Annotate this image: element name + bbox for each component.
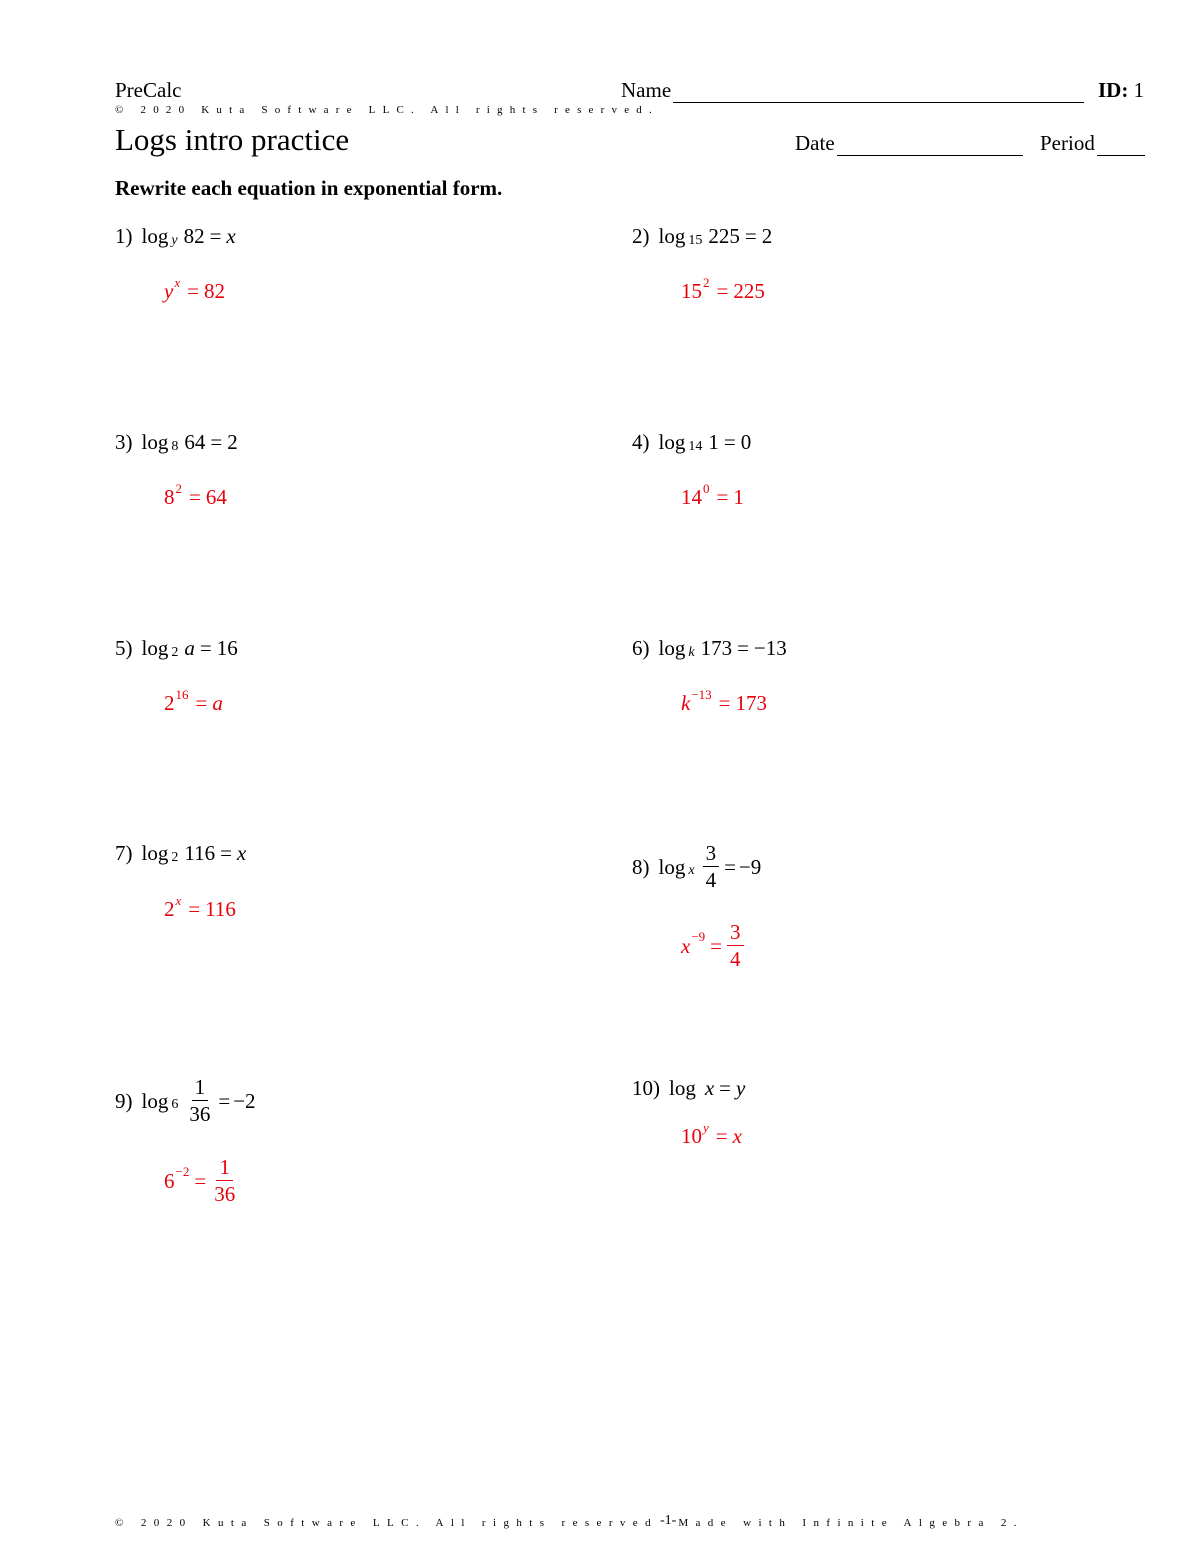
right-hand-side: 2	[761, 224, 773, 248]
equals-sign: =	[209, 224, 222, 248]
equals-sign: =	[199, 636, 212, 660]
answer-8	[681, 922, 746, 970]
answer-rhs-fraction	[727, 922, 744, 970]
answer-7	[164, 892, 236, 922]
page-footer	[115, 1515, 1024, 1531]
answer-base: 2	[164, 897, 175, 921]
log-operator: log	[141, 1088, 169, 1113]
page-title: Logs intro practice	[115, 122, 350, 157]
log-base: 6	[171, 1097, 179, 1112]
answer-base: 8	[164, 485, 175, 509]
log-operator: log	[141, 430, 169, 454]
log-operator: log	[658, 636, 686, 660]
answer-base: k	[681, 691, 691, 715]
answer-5	[164, 686, 223, 716]
log-argument: 64	[184, 430, 206, 454]
instructions: Rewrite each equation in exponential form.	[115, 176, 503, 200]
answer-base: 10	[681, 1124, 702, 1148]
right-hand-side: −9	[738, 854, 762, 879]
date-blank-line[interactable]	[837, 133, 1023, 156]
log-argument: 82	[183, 224, 205, 248]
log-operator: log	[669, 1076, 696, 1100]
problem-6	[632, 636, 787, 661]
right-hand-side: x	[226, 224, 236, 248]
answer-base: 2	[164, 691, 175, 715]
log-argument-fraction	[703, 843, 720, 891]
period-field[interactable]	[1040, 131, 1145, 156]
answer-base: y	[164, 279, 174, 303]
answer-exponent: 16	[175, 686, 189, 702]
log-operator: log	[141, 841, 169, 865]
equals-sign: =	[716, 279, 729, 303]
log-argument-fraction	[186, 1077, 213, 1125]
equals-sign: =	[218, 1088, 231, 1113]
equals-sign: =	[189, 485, 201, 509]
name-label: Name	[621, 78, 672, 102]
period-blank-line[interactable]	[1097, 133, 1145, 156]
problem-number: 9)	[115, 1088, 133, 1113]
problem-number: 2)	[632, 224, 650, 248]
answer-rhs: x	[732, 1124, 742, 1148]
log-operator: log	[658, 224, 686, 248]
date-field[interactable]	[795, 131, 1023, 156]
answer-3	[164, 480, 227, 510]
problem-1	[115, 224, 236, 249]
right-hand-side: −2	[233, 1088, 256, 1113]
id-value: 1	[1133, 78, 1145, 102]
fraction-numerator: 3	[703, 843, 720, 867]
answer-exponent: 2	[703, 274, 710, 290]
course-name: PreCalc	[115, 78, 182, 102]
equals-sign: =	[194, 1168, 207, 1193]
name-field[interactable]	[621, 78, 1084, 103]
answer-exponent: y	[703, 1119, 709, 1135]
log-argument: 225	[708, 224, 740, 248]
answer-rhs-fraction	[211, 1157, 238, 1205]
copyright-top: © 2020 Kuta Software LLC. All rights reserved.	[115, 104, 659, 116]
equals-sign: =	[187, 279, 199, 303]
log-argument: 116	[184, 841, 216, 865]
answer-base: 14	[681, 485, 702, 509]
answer-exponent: x	[175, 892, 182, 908]
equals-sign: =	[715, 1124, 728, 1148]
answer-exponent: 2	[175, 480, 182, 496]
equals-sign: =	[744, 224, 757, 248]
log-argument: x	[704, 1076, 715, 1100]
problem-number: 7)	[115, 841, 133, 865]
problem-number: 8)	[632, 854, 650, 879]
problem-10	[632, 1076, 745, 1101]
fraction-denominator: 36	[189, 1102, 211, 1126]
name-blank-line[interactable]	[673, 80, 1084, 103]
log-argument: a	[184, 636, 195, 660]
log-base: 15	[688, 232, 703, 248]
log-base: k	[688, 644, 695, 660]
equals-sign: =	[723, 430, 736, 454]
answer-4	[681, 480, 744, 510]
answer-base: 15	[681, 279, 702, 303]
log-base: y	[171, 232, 178, 248]
right-hand-side: 0	[740, 430, 752, 454]
answer-rhs: 116	[205, 897, 236, 921]
equals-sign: =	[710, 933, 723, 958]
answer-rhs: 173	[735, 691, 768, 715]
answer-rhs: a	[212, 691, 223, 715]
answer-rhs: 1	[733, 485, 744, 509]
problem-number: 3)	[115, 430, 133, 454]
fraction-denominator: 4	[705, 868, 717, 892]
answer-exponent: 0	[703, 480, 710, 496]
log-operator: log	[658, 854, 686, 879]
answer-exponent: −9	[691, 929, 706, 944]
log-argument: 173	[700, 636, 733, 660]
equals-sign: =	[188, 897, 201, 921]
problem-8	[632, 843, 761, 891]
equals-sign: =	[724, 854, 736, 879]
log-operator: log	[141, 224, 169, 248]
log-base: 8	[171, 438, 179, 454]
equals-sign: =	[716, 485, 729, 509]
answer-9	[164, 1157, 240, 1205]
log-base: x	[688, 863, 695, 878]
period-label: Period	[1040, 131, 1095, 155]
fraction-numerator: 1	[216, 1157, 233, 1181]
page-number: -1-	[659, 1513, 677, 1528]
log-argument: 1	[708, 430, 719, 454]
equals-sign: =	[195, 691, 208, 715]
log-operator: log	[658, 430, 686, 454]
log-base: 14	[688, 438, 703, 454]
answer-exponent: x	[174, 274, 181, 290]
fraction-denominator: 36	[214, 1182, 236, 1206]
fraction-numerator: 3	[727, 922, 744, 946]
problem-number: 6)	[632, 636, 650, 660]
problem-number: 5)	[115, 636, 133, 660]
answer-2	[681, 274, 765, 304]
problem-number: 4)	[632, 430, 650, 454]
id-label: ID:	[1098, 78, 1129, 102]
answer-base: x	[681, 933, 691, 958]
answer-exponent: −2	[175, 1164, 190, 1179]
log-operator: log	[141, 636, 169, 660]
right-hand-side: 2	[227, 430, 238, 454]
equals-sign: =	[737, 636, 749, 660]
id-field	[1098, 78, 1144, 103]
problem-number: 1)	[115, 224, 133, 248]
right-hand-side: −13	[753, 636, 787, 660]
right-hand-side: 16	[216, 636, 238, 660]
problem-5	[115, 636, 238, 661]
problem-2	[632, 224, 772, 249]
equals-sign: =	[719, 1076, 732, 1100]
answer-rhs: 64	[205, 485, 227, 509]
right-hand-side: y	[736, 1076, 746, 1100]
footer-copyright: © 2020 Kuta Software LLC. All rights reserved	[115, 1517, 658, 1529]
problem-3	[115, 430, 238, 455]
log-base: 2	[171, 849, 179, 865]
log-base: 2	[171, 644, 179, 660]
problem-9	[115, 1077, 256, 1125]
answer-10	[681, 1119, 742, 1149]
answer-exponent: −13	[691, 686, 712, 702]
problem-7	[115, 841, 246, 866]
equals-sign: =	[210, 430, 223, 454]
answer-rhs: 82	[203, 279, 225, 303]
date-label: Date	[795, 131, 835, 155]
right-hand-side: x	[236, 841, 247, 865]
answer-rhs: 225	[733, 279, 765, 303]
equals-sign: =	[220, 841, 232, 865]
fraction-denominator: 4	[730, 947, 741, 971]
fraction-numerator: 1	[192, 1077, 209, 1101]
footer-credit: Made with Infinite Algebra 2.	[678, 1517, 1024, 1529]
problem-4	[632, 430, 751, 455]
equals-sign: =	[718, 691, 731, 715]
answer-6	[681, 686, 768, 716]
problem-number: 10)	[632, 1076, 660, 1100]
answer-1	[164, 274, 225, 304]
answer-base: 6	[164, 1168, 175, 1193]
